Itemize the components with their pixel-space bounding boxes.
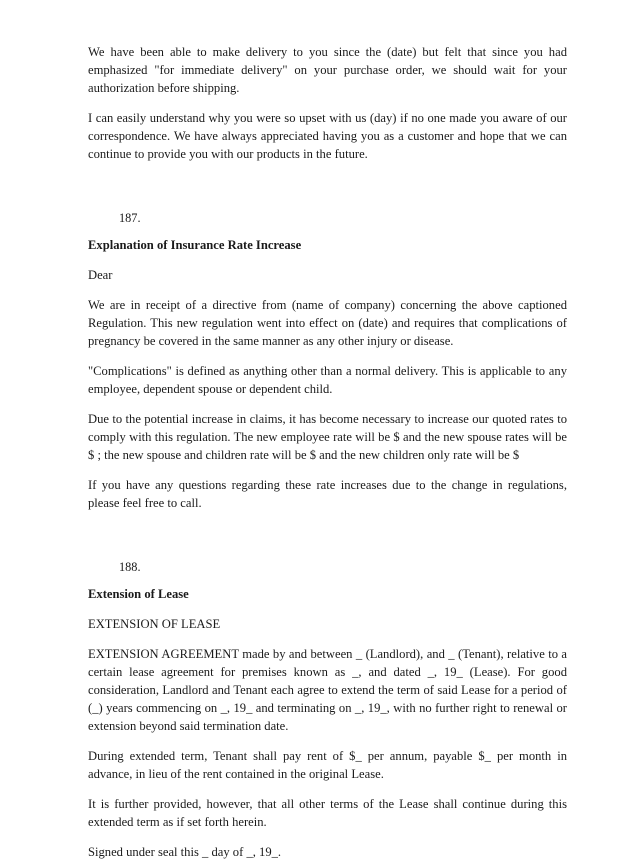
paragraph-rates: Due to the potential increase in claims, it has become necessary to increase our quoted rates to comply with this regulation. The new employee rate will be $ and the new spouse rates will be $ ; the new spouse and children rate will be $ and the new children only rate will be $ — [88, 412, 567, 462]
section-heading-lease: Extension of Lease — [88, 587, 189, 601]
paragraph-apology: I can easily understand why you were so upset with us (day) if no one made you aware of our correspondence. We have always appreciated having you as a customer and hope that we can continue to provide you with our products in the future. — [88, 111, 567, 161]
section-number-187: 187. — [119, 211, 141, 225]
paragraph-complications: "Complications" is defined as anything other than a normal delivery. This is applicable to any employee, dependent spouse or dependent child. — [88, 364, 567, 396]
paragraph-questions: If you have any questions regarding these rate increases due to the change in regulations, please feel free to call. — [88, 478, 567, 510]
salutation: Dear — [88, 268, 113, 282]
section-heading-insurance: Explanation of Insurance Rate Increase — [88, 238, 302, 252]
paragraph-signature: Signed under seal this _ day of _, 19_. — [88, 845, 282, 859]
paragraph-delivery: We have been able to make delivery to you since the (date) but felt that since you had emphasized "for immediate delivery" on your purchase order, we should wait for your authorization before shipping. — [88, 45, 567, 95]
paragraph-agreement: EXTENSION AGREEMENT made by and between _ (Landlord), and _ (Tenant), relative to a certain lease agreement for premises known as _, and dated _, 19_ (Lease). For good consideration, Landlord and Tenant each agree to extend the term of said Lease for a period of (_) years commencing on _, 19_ and terminating on _, 19_, with no further right to renewal or extension beyond said termination date. — [88, 647, 567, 733]
section-number-188: 188. — [119, 560, 141, 574]
paragraph-rent: During extended term, Tenant shall pay rent of $_ per annum, payable $_ per month in advance, in lieu of the rent contained in the original Lease. — [88, 749, 567, 781]
paragraph-terms: It is further provided, however, that all other terms of the Lease shall continue during this extended term as if set forth herein. — [88, 797, 567, 829]
paragraph-directive: We are in receipt of a directive from (name of company) concerning the above captioned Regulation. This new regulation went into effect on (date) and requires that complications of pregnancy be covered in the same manner as any other injury or disease. — [88, 298, 567, 348]
document-page — [88, 43, 567, 861]
lease-title: EXTENSION OF LEASE — [88, 617, 221, 631]
